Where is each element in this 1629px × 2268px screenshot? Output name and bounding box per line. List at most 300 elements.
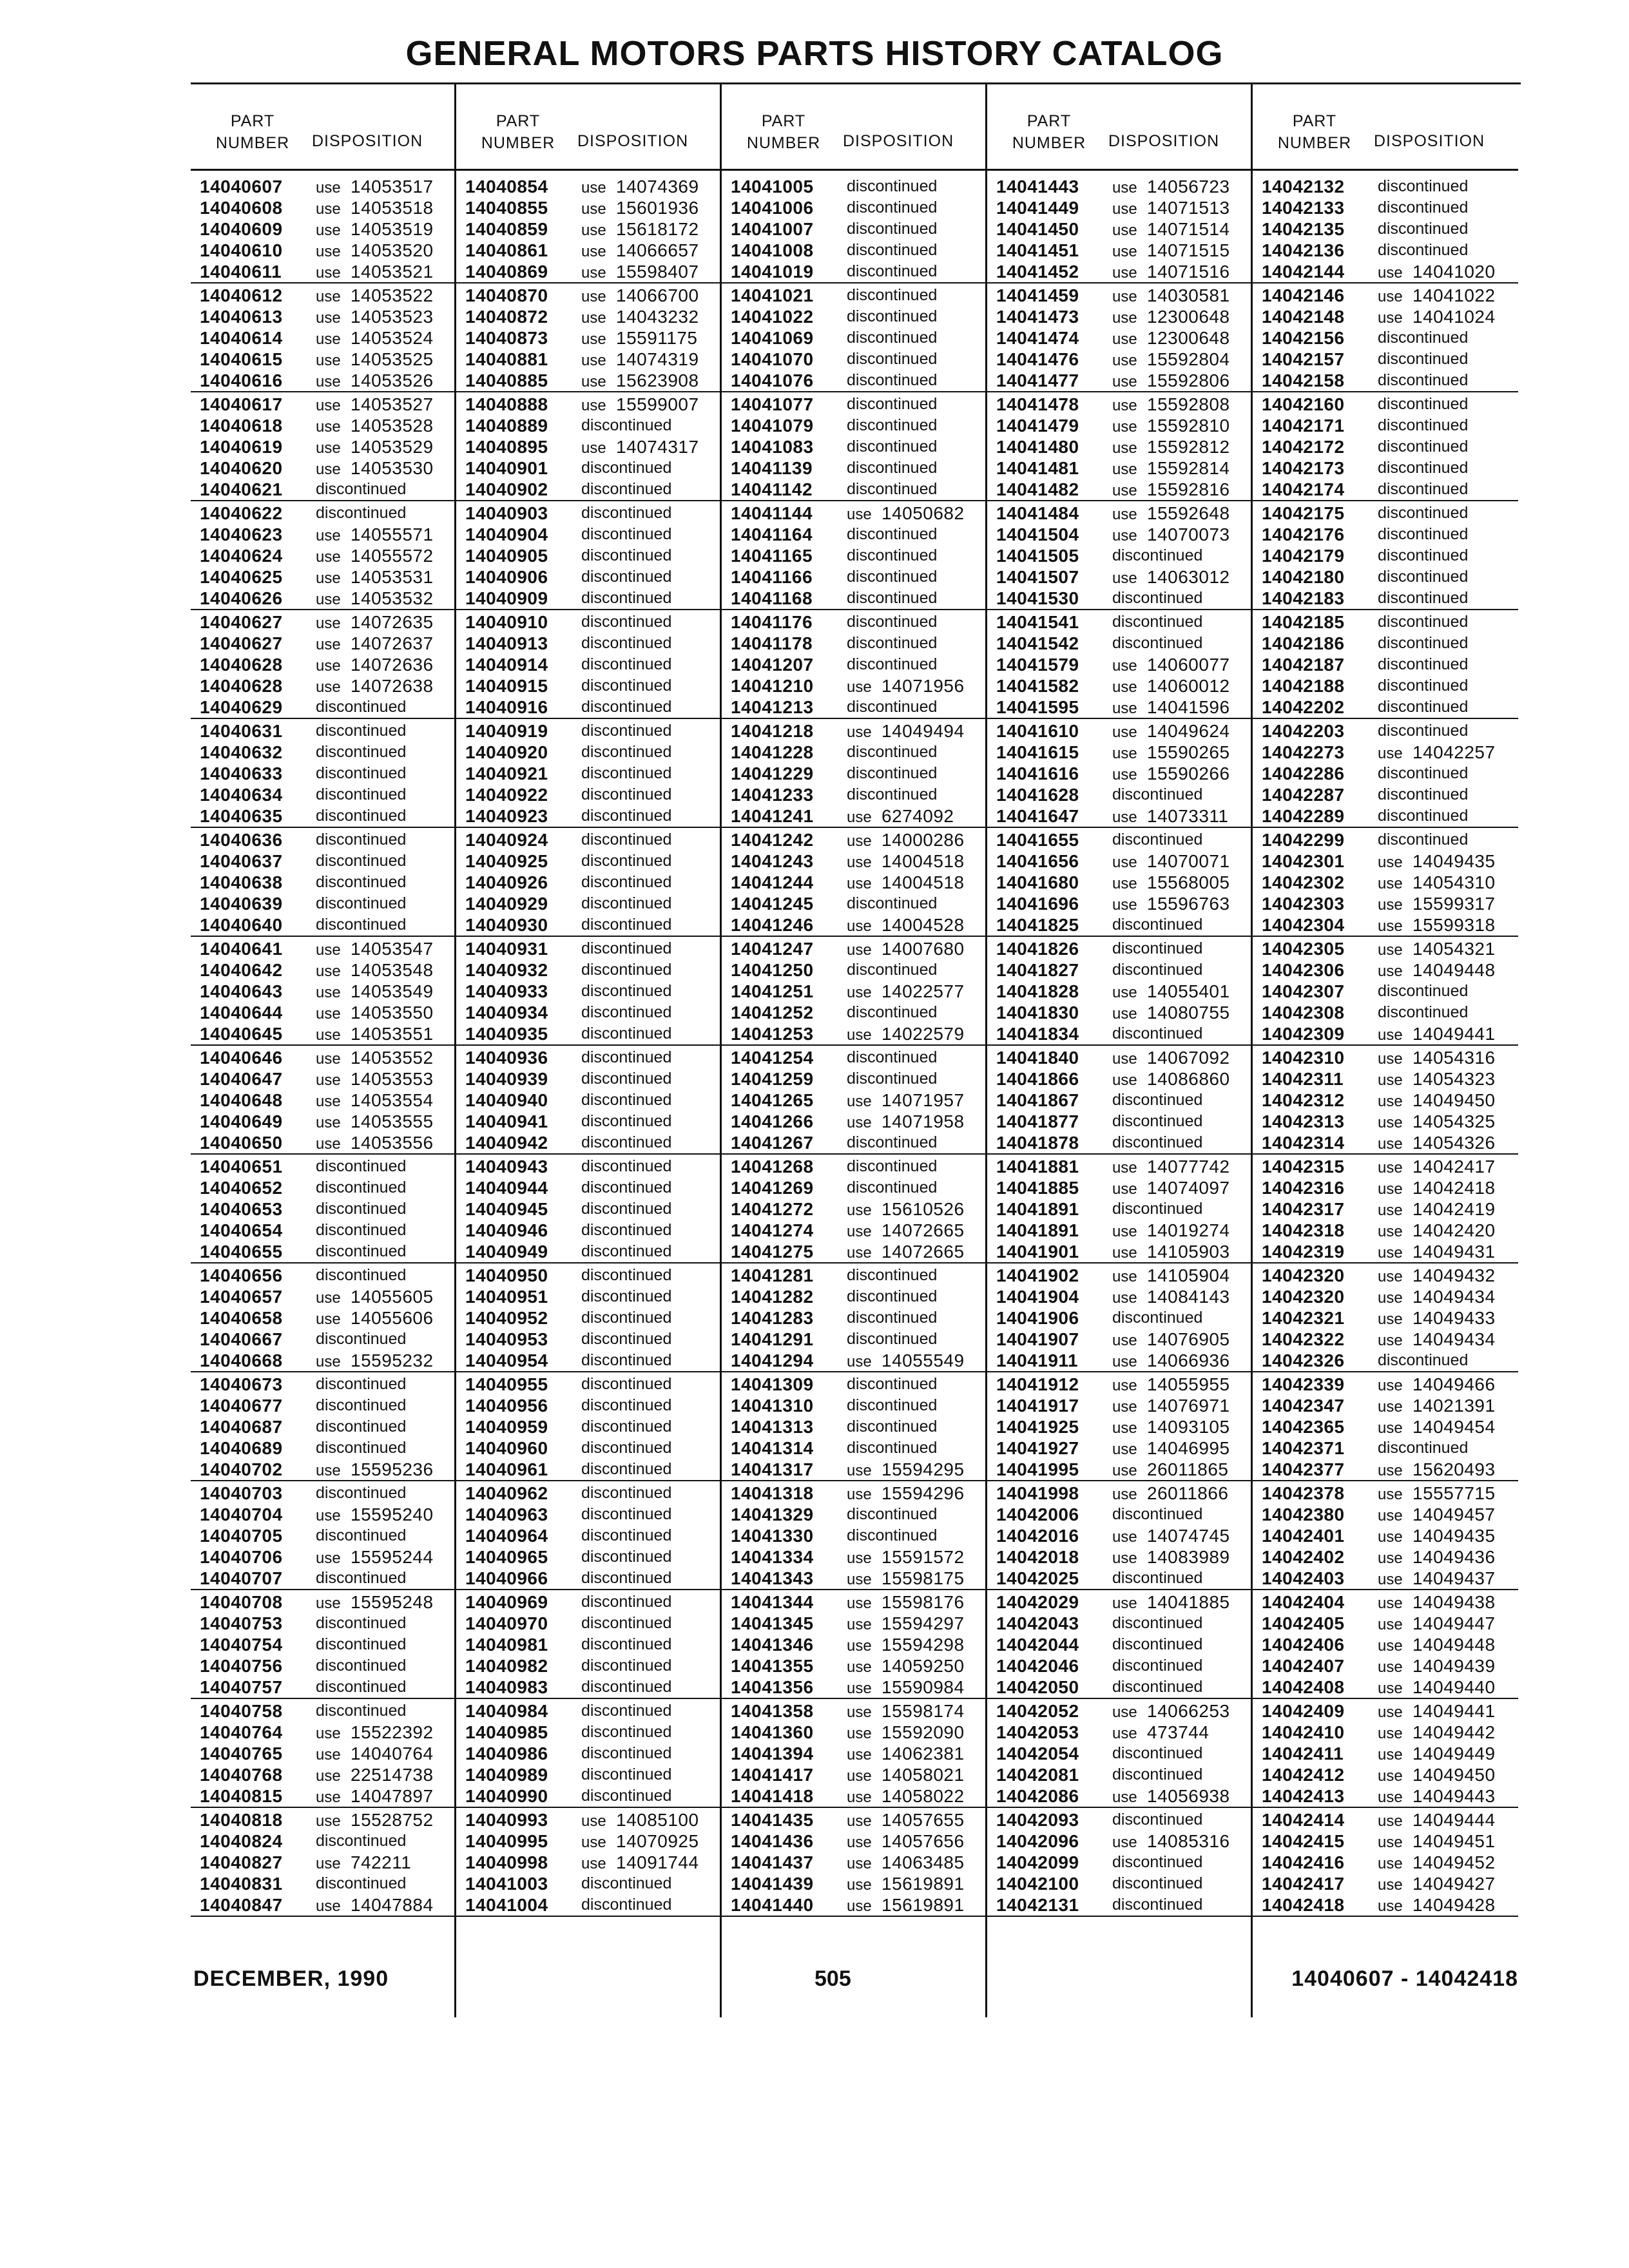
disposition [576, 1702, 671, 1720]
table-row [191, 1220, 454, 1241]
disposition-kind: discontinued [847, 1178, 938, 1196]
table-row [1253, 1591, 1518, 1613]
part-number: 14040753 [200, 1613, 283, 1633]
part-number: 14040641 [200, 938, 283, 959]
table-row [456, 1634, 720, 1655]
disposition [842, 1483, 965, 1504]
disposition [842, 613, 937, 631]
table-row [456, 370, 720, 391]
disposition [1107, 1853, 1202, 1872]
replacement-part-number: 14105904 [1147, 1265, 1230, 1285]
part-number: 14041247 [731, 938, 814, 959]
disposition [1373, 1157, 1496, 1177]
replacement-part-number: 14043232 [616, 306, 699, 327]
part-number: 14041343 [731, 1568, 814, 1588]
disposition-kind: discontinued [581, 1351, 672, 1369]
replacement-part-number: 14059250 [882, 1655, 965, 1676]
disposition-kind: use [1112, 396, 1137, 414]
replacement-part-number: 14060012 [1147, 675, 1230, 696]
table-row [987, 1483, 1251, 1504]
disposition-kind: use [1112, 1180, 1137, 1198]
disposition [311, 1810, 434, 1831]
disposition-kind: discontinued [1378, 634, 1469, 652]
disposition-kind: discontinued [581, 1242, 672, 1260]
table-row [191, 306, 454, 327]
part-number: 14041294 [731, 1350, 814, 1370]
disposition-kind: use [1112, 1440, 1137, 1458]
disposition-kind: use [581, 1833, 606, 1851]
disposition-kind: discontinued [581, 1330, 672, 1348]
disposition-kind: use [1378, 1724, 1403, 1742]
disposition [311, 219, 434, 240]
table-row [1253, 805, 1518, 827]
replacement-part-number: 14053549 [351, 981, 434, 1001]
row-group [1253, 1047, 1518, 1155]
replacement-part-number: 14053522 [351, 285, 434, 305]
part-number: 14042308 [1262, 1002, 1345, 1023]
table-row [456, 1047, 720, 1068]
row-group [191, 1374, 454, 1481]
row-group [191, 1591, 454, 1699]
table-row [191, 436, 454, 457]
disposition [1373, 939, 1496, 959]
part-number: 14040629 [200, 697, 283, 717]
replacement-part-number: 14054316 [1412, 1047, 1496, 1068]
part-number: 14041478 [996, 394, 1079, 414]
part-number: 14040607 [200, 176, 283, 197]
part-number: 14041077 [731, 394, 814, 414]
table-row [722, 1068, 985, 1090]
disposition-kind: discontinued [581, 1744, 672, 1762]
table-row [456, 633, 720, 654]
replacement-part-number: 14091744 [616, 1852, 699, 1872]
disposition-kind: discontinued [847, 416, 938, 434]
part-number: 14042176 [1262, 524, 1345, 544]
replacement-part-number: 14049442 [1412, 1722, 1496, 1742]
disposition-kind: discontinued [847, 1003, 938, 1021]
disposition [1373, 525, 1468, 544]
table-row [987, 394, 1251, 415]
table-row [1253, 479, 1518, 500]
disposition [576, 307, 699, 327]
part-number: 14040818 [200, 1809, 283, 1830]
table-row [1253, 1177, 1518, 1198]
disposition-kind: use [1112, 853, 1137, 871]
disposition [576, 1112, 671, 1131]
disposition [842, 1157, 937, 1176]
disposition-kind: use [1112, 723, 1137, 741]
part-number: 14040951 [465, 1286, 548, 1307]
table-row [987, 959, 1251, 981]
table-row [1253, 611, 1518, 633]
disposition [1373, 1329, 1496, 1350]
disposition-kind: use [1378, 1767, 1403, 1785]
disposition-kind: discontinued [581, 634, 672, 652]
replacement-part-number: 15592812 [1147, 436, 1230, 457]
table-row [191, 524, 454, 545]
table-row [722, 524, 985, 545]
table-row [722, 1743, 985, 1764]
disposition-kind: use [316, 1352, 341, 1370]
part-number: 14040920 [465, 742, 548, 762]
disposition-kind: use [1112, 1419, 1137, 1437]
replacement-part-number: 15557715 [1412, 1483, 1496, 1503]
table-row [987, 1023, 1251, 1044]
part-number: 14041628 [996, 784, 1079, 805]
disposition-kind: use [847, 1201, 872, 1219]
header-number-label: NUMBER [1277, 134, 1352, 152]
disposition [842, 1309, 937, 1327]
part-number: 14042316 [1262, 1177, 1345, 1198]
part-number: 14040640 [200, 914, 283, 935]
parts-catalog-table [191, 82, 1521, 2017]
replacement-part-number: 14053517 [351, 176, 434, 197]
table-row [456, 1023, 720, 1044]
disposition [576, 1614, 671, 1633]
table-row [722, 633, 985, 654]
disposition [1107, 177, 1230, 197]
part-number: 14040815 [200, 1785, 283, 1806]
disposition-kind: discontinued [1378, 1439, 1469, 1457]
part-number: 14042408 [1262, 1677, 1345, 1697]
disposition-kind: use [316, 1812, 341, 1830]
part-number: 14040638 [200, 872, 283, 892]
disposition-kind: discontinued [581, 1091, 672, 1109]
part-number: 14041291 [731, 1329, 814, 1349]
part-number: 14042156 [1262, 327, 1345, 348]
table-row [722, 566, 985, 588]
table-row [1253, 1156, 1518, 1177]
disposition-kind: use [316, 548, 341, 566]
table-row [456, 1677, 720, 1698]
table-row [987, 479, 1251, 500]
disposition [1107, 1896, 1202, 1914]
disposition-kind: use [847, 1679, 872, 1697]
disposition [842, 198, 937, 217]
disposition-kind: discontinued [581, 1484, 672, 1502]
disposition-kind: use [1378, 1398, 1403, 1416]
disposition [576, 1439, 671, 1457]
table-row [191, 805, 454, 827]
disposition [576, 1070, 671, 1088]
replacement-part-number: 14072636 [351, 654, 434, 675]
part-number: 14040617 [200, 394, 283, 414]
replacement-part-number: 14072637 [351, 633, 434, 653]
disposition-kind: discontinued [1112, 1091, 1203, 1109]
table-row [987, 1090, 1251, 1111]
disposition-kind: discontinued [1378, 785, 1469, 803]
disposition [311, 1547, 434, 1568]
part-number: 14042086 [996, 1785, 1079, 1806]
disposition [576, 677, 671, 695]
part-number: 14041481 [996, 457, 1079, 478]
disposition [1107, 1526, 1230, 1546]
table-row [456, 588, 720, 609]
part-number: 14042377 [1262, 1459, 1345, 1479]
table-row [1253, 1132, 1518, 1153]
disposition [842, 1330, 937, 1349]
part-number: 14041358 [731, 1700, 814, 1721]
disposition-kind: discontinued [316, 1178, 407, 1196]
table-row [456, 1437, 720, 1459]
replacement-part-number: 14055401 [1147, 981, 1230, 1001]
table-row [722, 697, 985, 718]
disposition-kind: use [847, 983, 872, 1001]
part-number: 14041005 [731, 176, 814, 197]
disposition-kind: discontinued [581, 1003, 672, 1021]
disposition [1373, 1111, 1496, 1132]
table-row [1253, 1700, 1518, 1722]
part-number: 14040651 [200, 1156, 283, 1177]
table-row [191, 1483, 454, 1504]
disposition-kind: discontinued [1112, 1811, 1203, 1829]
part-number: 14040889 [465, 415, 548, 436]
part-number: 14042371 [1262, 1437, 1345, 1458]
disposition [842, 1242, 965, 1262]
disposition-kind: use [316, 418, 341, 436]
disposition-kind: discontinued [1378, 831, 1469, 849]
disposition [311, 1765, 434, 1785]
table-row [987, 1655, 1251, 1677]
table-row [722, 850, 985, 872]
disposition-kind: discontinued [581, 1593, 672, 1611]
table-row [722, 1177, 985, 1198]
part-number: 14041452 [996, 261, 1079, 282]
part-number: 14040995 [465, 1831, 548, 1851]
part-number: 14042365 [1262, 1416, 1345, 1437]
disposition [576, 831, 671, 849]
part-number: 14041166 [731, 566, 813, 587]
disposition-kind: use [316, 351, 341, 369]
row-group [1253, 611, 1518, 719]
table-row [191, 1785, 454, 1807]
disposition [1107, 1614, 1202, 1633]
disposition [1107, 349, 1230, 370]
part-number: 14042053 [996, 1722, 1079, 1742]
part-number: 14040644 [200, 1002, 283, 1023]
disposition-kind: use [1112, 1331, 1137, 1349]
row-group [722, 1265, 985, 1372]
disposition [1107, 981, 1230, 1002]
replacement-part-number: 15595240 [351, 1504, 434, 1524]
part-number: 14042135 [1262, 218, 1345, 239]
disposition-kind: use [847, 678, 872, 696]
replacement-part-number: 14049454 [1412, 1416, 1496, 1437]
table-row [722, 240, 985, 261]
row-group [456, 1047, 720, 1155]
table-row [987, 1852, 1251, 1873]
disposition [311, 240, 434, 261]
table-row [722, 349, 985, 370]
table-row [191, 1591, 454, 1613]
replacement-part-number: 14053521 [351, 261, 434, 282]
table-row [722, 436, 985, 457]
table-row [722, 1568, 985, 1589]
table-row [1253, 1677, 1518, 1698]
table-row [1253, 1198, 1518, 1220]
part-number: 14041176 [731, 611, 813, 632]
disposition [842, 416, 937, 435]
disposition [1373, 395, 1468, 414]
disposition-kind: use [316, 221, 341, 239]
table-row [1253, 457, 1518, 479]
part-number: 14040873 [465, 327, 548, 348]
disposition [1107, 1242, 1230, 1262]
disposition [1373, 1287, 1496, 1307]
part-number: 14041615 [996, 742, 1079, 762]
replacement-part-number: 14074097 [1147, 1177, 1230, 1198]
disposition-kind: discontinued [316, 894, 407, 912]
row-group [456, 1483, 720, 1590]
part-number: 14040859 [465, 218, 548, 239]
replacement-part-number: 14093105 [1147, 1416, 1230, 1437]
part-number: 14042132 [1262, 176, 1345, 197]
part-number: 14041655 [996, 829, 1079, 850]
disposition [1107, 1178, 1230, 1198]
table-row [456, 1350, 720, 1371]
disposition [311, 370, 434, 391]
disposition-kind: use [847, 1812, 872, 1830]
catalog-column [456, 84, 722, 2017]
table-row [722, 1831, 985, 1852]
disposition-kind: use [1112, 1244, 1137, 1262]
table-row [722, 654, 985, 675]
part-number: 14041418 [731, 1785, 814, 1806]
disposition [576, 1548, 671, 1566]
disposition [842, 1810, 965, 1831]
part-number: 14041479 [996, 415, 1079, 436]
part-number: 14040633 [200, 763, 283, 783]
replacement-part-number: 14042417 [1412, 1156, 1496, 1177]
part-number: 14042025 [996, 1568, 1079, 1588]
table-row [191, 218, 454, 240]
disposition [1373, 1133, 1496, 1153]
disposition [1373, 504, 1468, 523]
row-group [1253, 1700, 1518, 1808]
part-number: 14041317 [731, 1459, 814, 1479]
disposition [842, 220, 937, 238]
table-row [987, 697, 1251, 718]
replacement-part-number: 15592804 [1147, 349, 1230, 369]
part-number: 14042418 [1262, 1894, 1345, 1915]
table-row [1253, 1241, 1518, 1262]
part-number: 14042416 [1262, 1852, 1345, 1872]
table-row [987, 1241, 1251, 1262]
disposition-kind: use [847, 1788, 872, 1806]
part-number: 14040608 [200, 197, 283, 218]
disposition [842, 1831, 965, 1852]
disposition-kind: discontinued [581, 480, 672, 498]
table-row [456, 1002, 720, 1023]
row-group [191, 938, 454, 1046]
disposition [311, 1111, 434, 1132]
table-row [1253, 675, 1518, 697]
replacement-part-number: 15599007 [616, 394, 699, 414]
disposition [1107, 1265, 1230, 1286]
row-group [1253, 1809, 1518, 1917]
table-row [1253, 1546, 1518, 1568]
part-number: 14041450 [996, 218, 1079, 239]
table-row [191, 1350, 454, 1371]
replacement-part-number: 14053556 [351, 1132, 434, 1153]
table-row [191, 654, 454, 675]
table-row [456, 524, 720, 545]
part-number: 14041346 [731, 1634, 814, 1655]
table-row [722, 763, 985, 784]
disposition [1373, 1374, 1496, 1395]
replacement-part-number: 14056723 [1147, 176, 1230, 197]
part-number: 14040656 [200, 1265, 283, 1285]
table-row [191, 1809, 454, 1831]
part-number: 14042414 [1262, 1809, 1345, 1830]
part-number: 14041254 [731, 1047, 814, 1068]
disposition-kind: use [847, 1745, 872, 1763]
table-row [456, 959, 720, 981]
disposition [1107, 785, 1202, 804]
disposition-kind: use [581, 264, 606, 282]
part-number: 14042188 [1262, 675, 1345, 696]
table-row [456, 1743, 720, 1764]
part-number: 14042405 [1262, 1613, 1345, 1633]
replacement-part-number: 14047897 [351, 1785, 434, 1806]
table-row [722, 1785, 985, 1807]
disposition-kind: use [316, 1549, 341, 1567]
disposition-kind: discontinued [316, 1418, 407, 1436]
replacement-part-number: 14083989 [1147, 1546, 1230, 1567]
disposition-kind: use [581, 1854, 606, 1872]
disposition-kind: discontinued [847, 437, 938, 456]
table-row [1253, 415, 1518, 436]
disposition-kind: discontinued [316, 504, 407, 522]
replacement-part-number: 15592814 [1147, 457, 1230, 478]
replacement-part-number: 15618172 [616, 218, 699, 239]
table-row [191, 1047, 454, 1068]
part-number: 14041881 [996, 1156, 1079, 1177]
part-number: 14041904 [996, 1286, 1079, 1307]
disposition-kind: use [1378, 1461, 1403, 1479]
table-row [987, 829, 1251, 850]
part-number: 14040645 [200, 1023, 283, 1044]
disposition-kind: discontinued [581, 722, 672, 740]
catalog-column [1253, 84, 1518, 2017]
part-number: 14042407 [1262, 1655, 1345, 1676]
replacement-part-number: 15594297 [882, 1613, 965, 1633]
table-row [987, 1395, 1251, 1416]
row-group [1253, 829, 1518, 937]
disposition [311, 1330, 406, 1349]
disposition [1373, 785, 1468, 804]
part-number: 14041069 [731, 327, 814, 348]
disposition-kind: use [847, 1594, 872, 1612]
table-row [1253, 850, 1518, 872]
disposition-kind: use [1112, 1724, 1137, 1742]
disposition-kind: use [1112, 983, 1137, 1001]
disposition [311, 1090, 434, 1111]
table-row [1253, 1265, 1518, 1286]
disposition [1107, 916, 1202, 934]
part-number: 14040963 [465, 1504, 548, 1524]
part-number: 14041595 [996, 697, 1079, 717]
disposition-kind: discontinued [581, 613, 672, 631]
column-rows [456, 84, 720, 1918]
replacement-part-number: 14053548 [351, 959, 434, 980]
disposition [842, 589, 937, 608]
table-row [987, 1068, 1251, 1090]
table-row [191, 1286, 454, 1307]
part-number: 14040643 [200, 981, 283, 1001]
replacement-part-number: 14021391 [1412, 1395, 1496, 1416]
table-row [987, 545, 1251, 566]
